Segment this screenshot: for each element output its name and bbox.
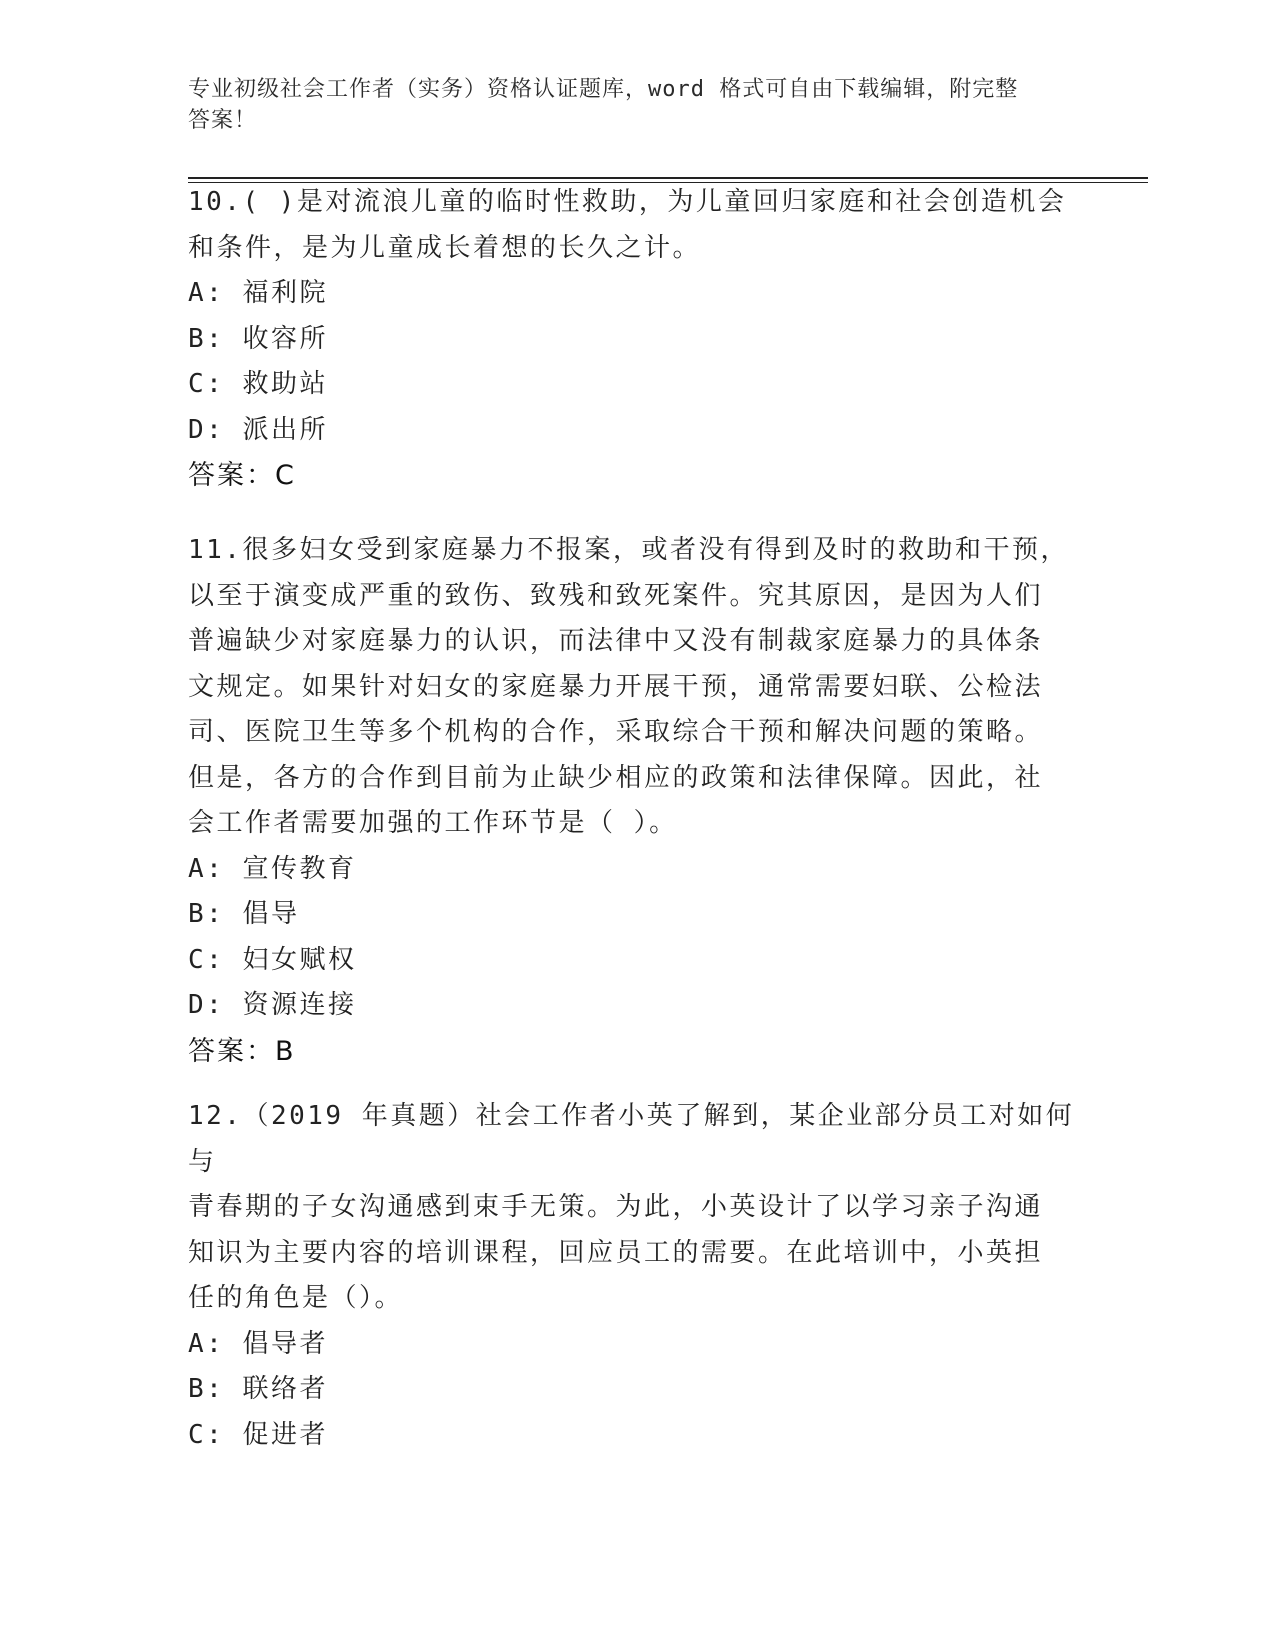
question-stem-line: 司、医院卫生等多个机构的合作，采取综合干预和解决问题的策略。 bbox=[188, 717, 1044, 747]
document-header bbox=[188, 74, 1068, 136]
question-stem-line: 但是，各方的合作到目前为止缺少相应的政策和法律保障。因此，社 bbox=[188, 762, 1044, 793]
option-d: D: 派出所 bbox=[188, 414, 328, 445]
option-c: C: 妇女赋权 bbox=[188, 944, 357, 975]
option-c: C: 救助站 bbox=[188, 369, 328, 399]
question-stem-line: 青春期的子女沟通感到束手无策。为此，小英设计了以学习亲子沟通 bbox=[188, 1192, 1044, 1222]
option-b: B: 联络者 bbox=[188, 1374, 328, 1404]
question-11 bbox=[188, 528, 1088, 1074]
answer-line: 答案：C bbox=[188, 460, 296, 491]
question-stem-line: 会工作者需要加强的工作环节是（ ）。 bbox=[188, 808, 678, 838]
option-b: B: 收容所 bbox=[188, 323, 328, 354]
document-page bbox=[188, 0, 1148, 1650]
question-12 bbox=[188, 1094, 1088, 1458]
question-stem-line: 任的角色是（）。 bbox=[188, 1283, 404, 1313]
question-stem-line: 12.（2019 年真题）社会工作者小英了解到，某企业部分员工对如何与 bbox=[188, 1101, 1075, 1177]
option-a: A: 倡导者 bbox=[188, 1328, 328, 1359]
header-line-2: 答案！ bbox=[188, 108, 258, 133]
option-d: D: 资源连接 bbox=[188, 990, 357, 1020]
question-stem-line: 普遍缺少对家庭暴力的认识，而法律中又没有制裁家庭暴力的具体条 bbox=[188, 626, 1044, 656]
question-stem-line: 10.( )是对流浪儿童的临时性救助，为儿童回归家庭和社会创造机会 bbox=[188, 187, 1067, 217]
header-divider-thick bbox=[188, 177, 1148, 179]
header-line-1: 专业初级社会工作者（实务）资格认证题库，word 格式可自由下载编辑，附完整 bbox=[188, 77, 1019, 102]
question-stem-line: 知识为主要内容的培训课程，回应员工的需要。在此培训中，小英担 bbox=[188, 1237, 1044, 1268]
question-stem-line: 和条件，是为儿童成长着想的长久之计。 bbox=[188, 232, 702, 263]
question-stem-line: 文规定。如果针对妇女的家庭暴力开展干预，通常需要妇联、公检法 bbox=[188, 671, 1044, 702]
question-stem-line: 11.很多妇女受到家庭暴力不报案，或者没有得到及时的救助和干预， bbox=[188, 535, 1069, 565]
option-a: A: 宣传教育 bbox=[188, 853, 357, 884]
question-stem-line: 以至于演变成严重的致伤、致残和致死案件。究其原因，是因为人们 bbox=[188, 580, 1044, 611]
question-10 bbox=[188, 180, 1088, 499]
option-a: A: 福利院 bbox=[188, 278, 328, 308]
option-b: B: 倡导 bbox=[188, 899, 300, 929]
answer-line: 答案：B bbox=[188, 1035, 296, 1067]
option-c: C: 促进者 bbox=[188, 1419, 328, 1450]
